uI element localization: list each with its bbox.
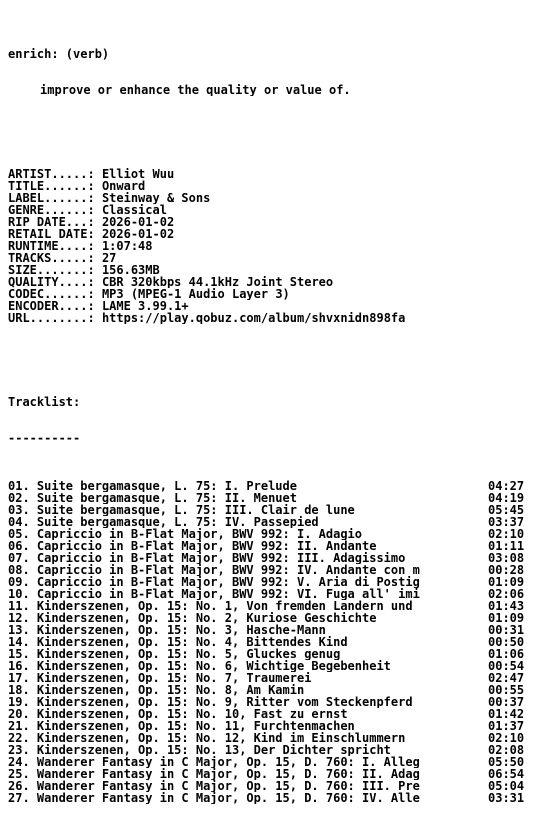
info-key: TRACKS.....:	[8, 252, 95, 264]
info-value: Classical	[101, 204, 167, 216]
track-title: 07. Capriccio in B-Flat Major, BWV 992: III. Adagissimo	[8, 552, 406, 564]
track-title: 20. Kinderszenen, Op. 15: No. 10, Fast zu ernst	[8, 708, 348, 720]
info-value: Onward	[101, 180, 146, 192]
info-row	[8, 228, 536, 240]
track-duration: 01:09	[488, 611, 525, 625]
info-value: MP3 (MPEG-1 Audio Layer 3)	[101, 288, 290, 300]
track-duration: 03:08	[488, 551, 525, 565]
info-row	[8, 264, 536, 276]
info-key: TITLE......:	[8, 180, 95, 192]
info-value: 156.63MB	[101, 264, 160, 276]
track-duration: 01:43	[488, 599, 525, 613]
track-row	[8, 576, 528, 588]
track-row	[8, 540, 528, 552]
spacer	[8, 120, 536, 132]
track-row	[8, 600, 528, 612]
track-duration: 02:10	[488, 731, 525, 745]
track-title: 02. Suite bergamasque, L. 75: II. Menuet	[8, 492, 297, 504]
info-key: RETAIL DATE:	[8, 228, 95, 240]
track-title: 27. Wanderer Fantasy in C Major, Op. 15, D. 760: IV. Alle	[8, 792, 420, 804]
track-duration: 05:04	[488, 779, 525, 793]
track-title: 10. Capriccio in B-Flat Major, BWV 992: VI. Fuga all' imi	[8, 588, 420, 600]
track-row	[8, 720, 528, 732]
track-title: 25. Wanderer Fantasy in C Major, Op. 15, D. 760: II. Adag	[8, 768, 420, 780]
track-duration: 00:55	[488, 683, 525, 697]
track-row	[8, 684, 528, 696]
info-row	[8, 204, 536, 216]
info-row	[8, 168, 536, 180]
definition-headword: enrich: (verb)	[8, 48, 110, 60]
track-row	[8, 696, 528, 708]
track-row	[8, 792, 528, 804]
track-row	[8, 588, 528, 600]
track-row	[8, 780, 528, 792]
spacer	[8, 360, 536, 372]
info-value: 27	[101, 252, 117, 264]
track-duration: 00:37	[488, 695, 525, 709]
track-duration: 00:28	[488, 563, 525, 577]
track-duration: 04:27	[488, 479, 525, 493]
track-row	[8, 744, 528, 756]
track-title: 14. Kinderszenen, Op. 15: No. 4, Bittendes Kind	[8, 636, 348, 648]
track-row	[8, 624, 528, 636]
tracklist-heading: Tracklist:	[8, 396, 81, 408]
track-duration: 01:42	[488, 707, 525, 721]
track-title: 11. Kinderszenen, Op. 15: No. 1, Von fremden Landern und	[8, 600, 413, 612]
track-title: 09. Capriccio in B-Flat Major, BWV 992: V. Aria di Postig	[8, 576, 420, 588]
track-row	[8, 732, 528, 744]
info-value: Steinway & Sons	[101, 192, 211, 204]
track-row	[8, 708, 528, 720]
track-title: 18. Kinderszenen, Op. 15: No. 8, Am Kamin	[8, 684, 305, 696]
info-row	[8, 192, 536, 204]
track-duration: 02:06	[488, 587, 525, 601]
track-title: 08. Capriccio in B-Flat Major, BWV 992: IV. Andante con m	[8, 564, 420, 576]
track-row	[8, 552, 528, 564]
track-row	[8, 528, 528, 540]
nfo-text-document	[8, 24, 536, 816]
track-row	[8, 660, 528, 672]
track-title: 01. Suite bergamasque, L. 75: I. Prelude	[8, 480, 297, 492]
track-row	[8, 768, 528, 780]
track-row	[8, 564, 528, 576]
release-info-block	[8, 168, 536, 324]
info-key: QUALITY....:	[8, 276, 95, 288]
info-value: CBR 320kbps 44.1kHz Joint Stereo	[101, 276, 334, 288]
info-key: GENRE......:	[8, 204, 95, 216]
track-row	[8, 480, 528, 492]
info-value: 2026-01-02	[101, 216, 175, 228]
track-row	[8, 504, 528, 516]
info-row	[8, 252, 536, 264]
track-duration: 01:06	[488, 647, 525, 661]
info-row	[8, 240, 536, 252]
info-value: Elliot Wuu	[101, 168, 175, 180]
track-title: 21. Kinderszenen, Op. 15: No. 11, Furchtenmachen	[8, 720, 355, 732]
track-title: 19. Kinderszenen, Op. 15: No. 9, Ritter vom Steckenpferd	[8, 696, 413, 708]
track-duration: 01:37	[488, 719, 525, 733]
track-title: 06. Capriccio in B-Flat Major, BWV 992: II. Andante	[8, 540, 377, 552]
info-row	[8, 216, 536, 228]
track-title: 04. Suite bergamasque, L. 75: IV. Passepied	[8, 516, 319, 528]
track-title: 13. Kinderszenen, Op. 15: No. 3, Hasche-Mann	[8, 624, 326, 636]
track-row	[8, 492, 528, 504]
definition-meaning: improve or enhance the quality or value of.	[40, 84, 351, 96]
track-duration: 03:31	[488, 791, 525, 805]
track-duration: 05:45	[488, 503, 525, 517]
track-title: 26. Wanderer Fantasy in C Major, Op. 15, D. 760: III. Pre	[8, 780, 420, 792]
info-value: LAME 3.99.1+	[101, 300, 189, 312]
track-duration: 01:11	[488, 539, 525, 553]
track-duration: 02:08	[488, 743, 525, 757]
info-key: ENCODER....:	[8, 300, 95, 312]
tracklist-underline: ----------	[8, 432, 81, 444]
track-row	[8, 756, 528, 768]
info-value: 2026-01-02	[101, 228, 175, 240]
track-title: 24. Wanderer Fantasy in C Major, Op. 15, D. 760: I. Alleg	[8, 756, 420, 768]
track-row	[8, 636, 528, 648]
track-duration: 01:09	[488, 575, 525, 589]
info-key: SIZE.......:	[8, 264, 95, 276]
track-title: 16. Kinderszenen, Op. 15: No. 6, Wichtige Begebenheit	[8, 660, 391, 672]
info-value: https://play.qobuz.com/album/shvxnidn898fa	[101, 312, 406, 324]
info-key: CODEC......:	[8, 288, 95, 300]
info-key: RUNTIME....:	[8, 240, 95, 252]
info-row	[8, 300, 536, 312]
track-title: 23. Kinderszenen, Op. 15: No. 13, Der Dichter spricht	[8, 744, 391, 756]
track-title: 12. Kinderszenen, Op. 15: No. 2, Kuriose Geschichte	[8, 612, 377, 624]
track-duration: 02:47	[488, 671, 525, 685]
track-title: 22. Kinderszenen, Op. 15: No. 12, Kind im Einschlummern	[8, 732, 406, 744]
track-duration: 04:19	[488, 491, 525, 505]
track-duration: 00:50	[488, 635, 525, 649]
info-row	[8, 180, 536, 192]
track-duration: 02:10	[488, 527, 525, 541]
track-title: 17. Kinderszenen, Op. 15: No. 7, Traumerei	[8, 672, 312, 684]
track-duration: 00:31	[488, 623, 525, 637]
info-row	[8, 276, 536, 288]
track-row	[8, 612, 528, 624]
info-key: ARTIST.....:	[8, 168, 95, 180]
track-duration: 03:37	[488, 515, 525, 529]
info-value: 1:07:48	[101, 240, 153, 252]
info-key: LABEL......:	[8, 192, 95, 204]
track-duration: 00:54	[488, 659, 525, 673]
info-key: RIP DATE...:	[8, 216, 95, 228]
track-list	[8, 480, 536, 804]
track-title: 05. Capriccio in B-Flat Major, BWV 992: I. Adagio	[8, 528, 363, 540]
track-title: 15. Kinderszenen, Op. 15: No. 5, Gluckes genug	[8, 648, 341, 660]
track-title: 03. Suite bergamasque, L. 75: III. Clair de lune	[8, 504, 355, 516]
track-row	[8, 648, 528, 660]
info-row	[8, 312, 536, 324]
track-row	[8, 672, 528, 684]
track-duration: 05:50	[488, 755, 525, 769]
info-key: URL........:	[8, 312, 95, 324]
info-row	[8, 288, 536, 300]
track-row	[8, 516, 528, 528]
track-duration: 06:54	[488, 767, 525, 781]
